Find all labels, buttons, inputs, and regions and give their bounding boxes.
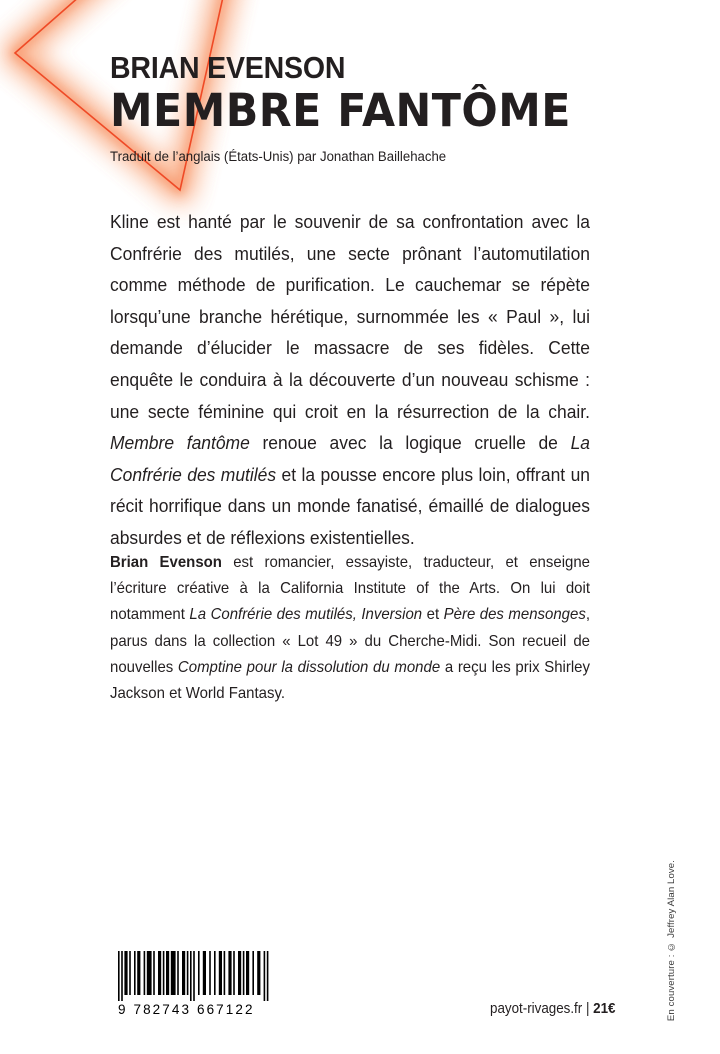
book-title: MEMBRE FANTÔME xyxy=(110,84,571,137)
publisher-price-separator: | xyxy=(585,1001,590,1017)
text-run: Brian Evenson xyxy=(110,554,222,571)
text-run: et la pousse encore plus loin, offrant un récit horrifique dans un monde fanatisé, émaillé de dialogues absurdes et de réflexions existentielles. xyxy=(110,464,590,548)
text-run: , parus dans la collection « Lot 49 » du Cherche-Midi. Son recueil de nouvelles xyxy=(110,606,590,676)
synopsis-paragraph xyxy=(110,207,590,555)
text-run: Père des mensonges xyxy=(443,606,586,624)
text-run: renoue avec la logique cruelle de xyxy=(249,433,571,454)
text-run: La Confrérie des mutilés xyxy=(110,433,590,485)
text-run: est romancier, essayiste, traducteur, et enseigne l’écriture créative à la California Institute of the Arts. On lui doit notamment xyxy=(110,554,590,624)
publisher-and-price xyxy=(490,1001,616,1017)
text-run: La Confrérie des mutilés, Inversion xyxy=(189,606,423,624)
translator-credit: Traduit de l’anglais (États-Unis) par Jonathan Baillehache xyxy=(110,149,447,165)
author-bio-paragraph xyxy=(110,550,590,707)
author-name: BRIAN EVENSON xyxy=(110,50,346,85)
barcode-block xyxy=(118,951,270,1017)
text-run: Membre fantôme xyxy=(110,433,250,454)
text-run: a reçu les prix Shirley Jackson et World Fantasy. xyxy=(110,658,590,703)
text-run: Kline est hanté par le souvenir de sa confrontation avec la Confrérie des mutilés, une secte prônant l’automutilation comme méthode de purification. Le cauchemar se répète lorsqu’une branche hérétique, surnommée les « Paul », lui demande d’élucider le massacre de ses fidèles. Cette enquête le conduira à la découverte d’un nouveau schisme : une secte féminine qui croit en la résurrection de la chair. xyxy=(110,212,590,422)
cover-artwork-credit: En couverture : © Jeffrey Alan Love. xyxy=(666,860,677,1022)
text-run: Comptine pour la dissolution du monde xyxy=(177,658,441,676)
ean13-barcode-icon xyxy=(118,951,270,1001)
text-run: et xyxy=(422,606,444,624)
price-label: 21€ xyxy=(593,1001,616,1017)
publisher-website[interactable]: payot-rivages.fr xyxy=(490,1001,583,1017)
isbn-number: 9 782743 667122 xyxy=(118,1002,255,1017)
